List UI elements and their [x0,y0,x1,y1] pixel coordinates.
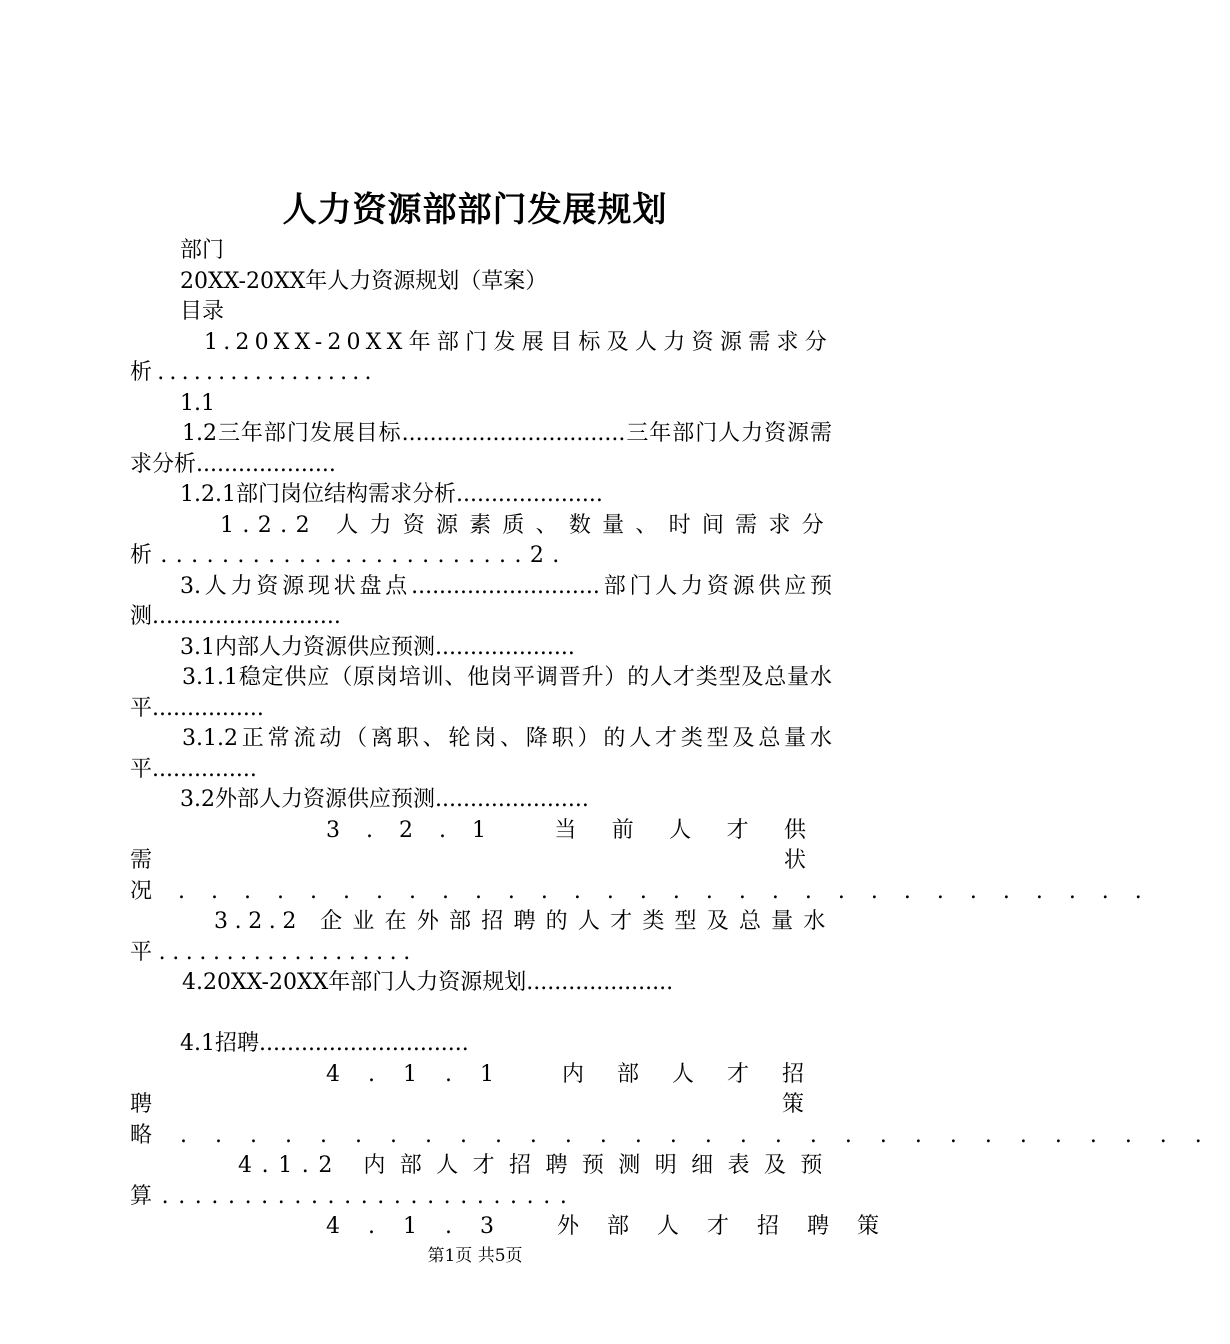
toc-entry: 3.1.1稳定供应（原岗培训、他岗平调晋升）的人才类型及总量水平................ [130,665,832,721]
toc-entry: 3.1.2正常流动（离职、轮岗、降职）的人才类型及总量水平............... [130,726,832,782]
page-footer: 第1页 共5页 [427,1246,523,1266]
toc-entry: 4.1.3 外部人才招聘策 [326,1214,907,1239]
blank-line [130,999,832,1030]
toc-entry: 3.1内部人力资源供应预测.................... [180,634,575,660]
toc-entry: 1.2三年部门发展目标................................三年部门人力资源需求分析.................... [130,421,832,477]
toc-entry: 3.2外部人力资源供应预测...................... [180,787,589,812]
text-line: 目录 [180,299,225,324]
toc-entry: 4.1.1 内部人才招聘策略.............................. [130,1061,1230,1148]
toc-entry: 1.2.2 人力资源素质、数量、时间需求分析........................2. [130,512,832,568]
toc-entry: 1.20XX-20XX年部门发展目标及人力资源需求分析.................. [130,329,832,385]
text-line: 部门 [180,238,225,263]
document-title: 人力资源部部门发展规划 [282,190,668,230]
toc-entry: 3.人力资源现状盘点...........................部门人力资源供应预测........................... [130,573,832,629]
toc-entry: 3.2.1 当前人才供需状况.............................. [130,817,1168,904]
document-body [130,236,1230,1243]
toc-entry: 4.1.2 内部人才招聘预测明细表及预算......................... [130,1153,832,1209]
text-line: 20XX-20XX年人力资源规划（草案） [180,268,548,294]
toc-entry: 3.2.2 企业在外部招聘的人才类型及总量水平................... [130,909,832,965]
toc-entry: 4.1招聘.............................. [180,1031,469,1056]
toc-entry: 1.2.1部门岗位结构需求分析..................... [180,482,603,507]
toc-entry: 1.1 [180,390,215,416]
toc-entry: 4.20XX-20XX年部门人力资源规划..................... [182,970,674,995]
